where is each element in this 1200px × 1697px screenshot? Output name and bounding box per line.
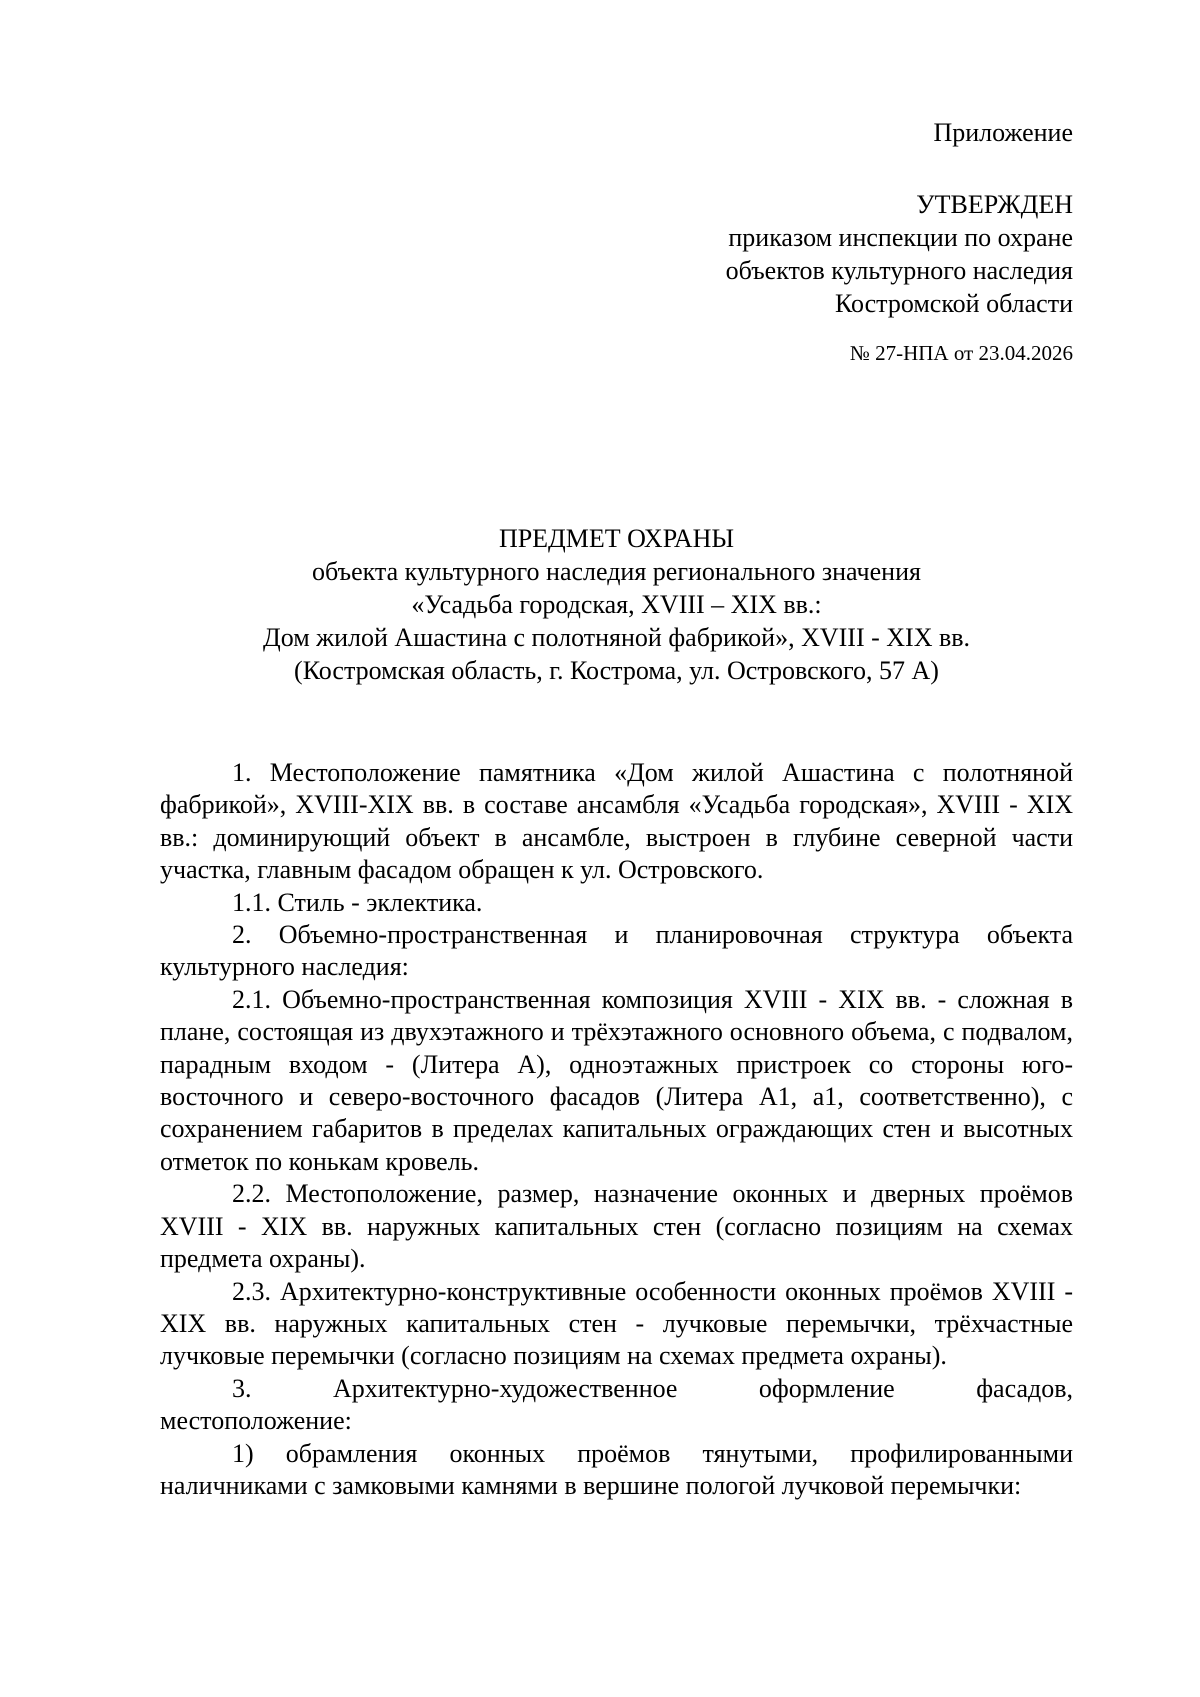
paragraph-window-frames: 1) обрамления оконных проёмов тянутыми, профилированными наличниками с замковыми камнями в вершине пологой лучковой перемычки: <box>160 1438 1073 1500</box>
document-title-block <box>160 522 1073 687</box>
document-body <box>160 757 1073 1502</box>
appendix-label: Приложение <box>933 118 1073 147</box>
approved-line: приказом инспекции по охране <box>728 223 1073 252</box>
title-line: объекта культурного наследия регионального значения <box>312 557 921 586</box>
title-line: (Костромская область, г. Кострома, ул. Островского, 57 А) <box>294 656 939 685</box>
paragraph-decoration: 3. Архитектурно-художественное оформление фасадов, <box>232 1373 1073 1403</box>
paragraph-location: 1. Местоположение памятника «Дом жилой Ашастина с полотняной фабрикой», XVIII-XIX вв. в составе ансамбля «Усадьба городская», XVIII - XIX вв.: доминирующий объект в ансамбле, выстроен в глубине северной части участка, главным фасадом обращен к ул. Островского. <box>160 758 1073 885</box>
document-title: ПРЕДМЕТ ОХРАНЫ <box>498 524 735 553</box>
paragraph-style: 1.1. Стиль - эклектика. <box>232 887 483 917</box>
approved-line: объектов культурного наследия <box>725 256 1073 285</box>
paragraph-decoration-cont: местоположение: <box>160 1406 352 1436</box>
paragraph-composition: 2.1. Объемно-пространственная композиция XVIII - XIX вв. - сложная в плане, состоящая из двухэтажного и трёхэтажного основного объема, с подвалом, парадным входом - (Литера А), одноэтажных пристроек со стороны юго-восточного и северо-восточного фасадов (Литера А1, а1, соответственно), с сохранением габаритов в пределах капитальных ограждающих стен и высотных отметок по конькам кровель. <box>160 984 1073 1176</box>
approval-stamp-block <box>726 188 1073 320</box>
paragraph-constructive: 2.3. Архитектурно-конструктивные особенности оконных проёмов XVIII - XIX вв. наружных капитальных стен - лучковые перемычки, трёхчастные лучковые перемычки (согласно позициям на схемах предмета охраны). <box>160 1276 1073 1371</box>
paragraph-structure: 2. Объемно-пространственная и планировочная структура объекта культурного наследия: <box>160 920 1073 982</box>
title-line: Дом жилой Ашастина с полотняной фабрикой», XVIII - XIX вв. <box>262 623 971 652</box>
order-number: № 27-НПА от 23.04.2026 <box>849 341 1073 365</box>
approved-line: Костромской области <box>834 289 1073 318</box>
title-line: «Усадьба городская, XVIII – XIX вв.: <box>411 590 822 619</box>
approved-heading: УТВЕРЖДЕН <box>916 190 1073 219</box>
paragraph-openings: 2.2. Местоположение, размер, назначение оконных и дверных проёмов XVIII - XIX вв. наружных капитальных стен (согласно позициям на схемах предмета охраны). <box>160 1179 1073 1274</box>
